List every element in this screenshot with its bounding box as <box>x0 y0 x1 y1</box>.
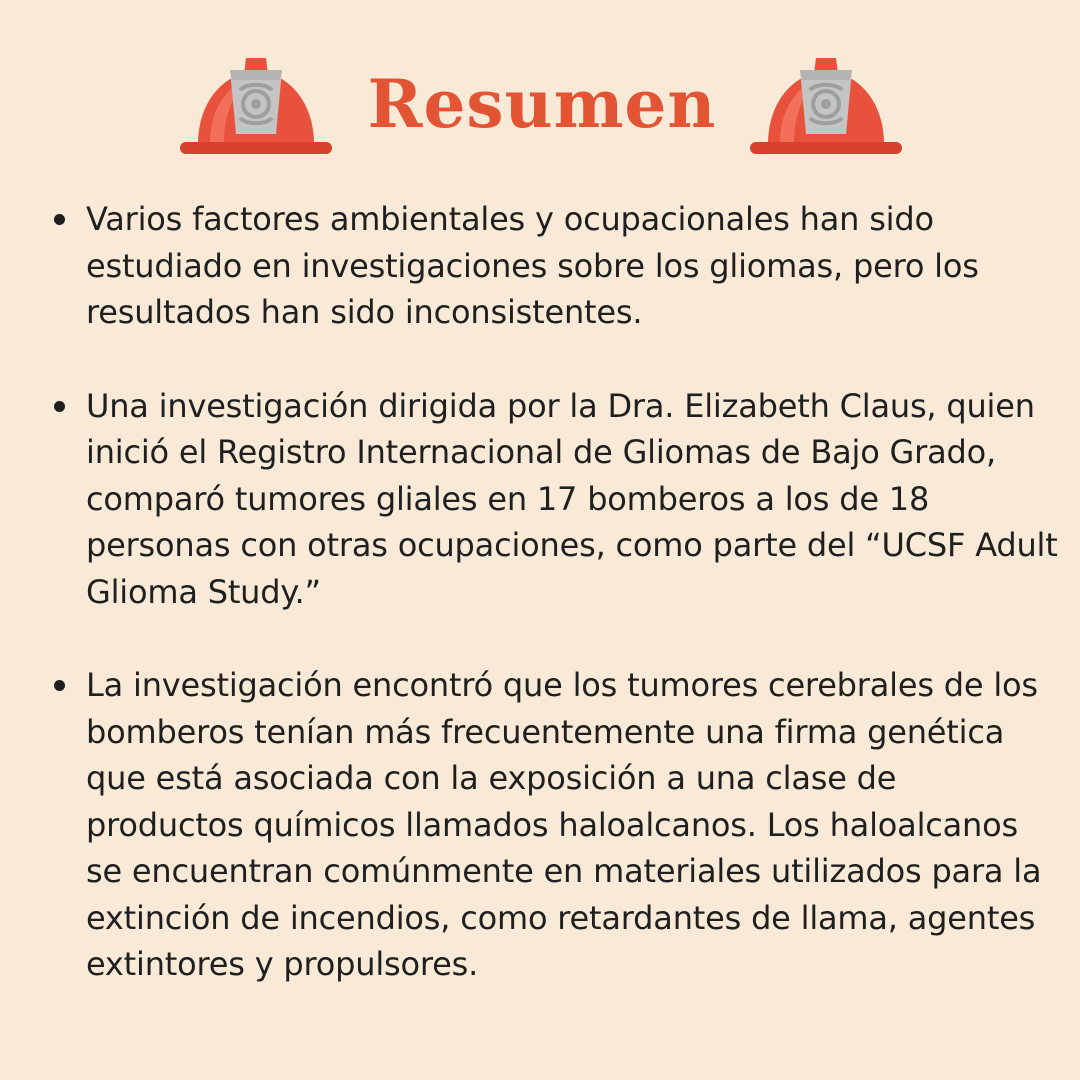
summary-bullet <box>0 662 1080 988</box>
page-title: Resumen <box>367 65 717 143</box>
bullet-text: Una investigación dirigida por la Dra. Elizabeth Claus, quien inició el Registro Internacional de Gliomas de Bajo Grado, comparó tumores gliales en 17 bomberos a los de 18 personas con otras ocupaciones, como parte del “UCSF Adult Glioma Study.” <box>86 386 1058 611</box>
firefighter-helmet-icon <box>180 50 332 160</box>
bullet-text: Varios factores ambientales y ocupacionales han sido estudiado en investigaciones sobre los gliomas, pero los resultados han sido inconsistentes. <box>86 200 979 331</box>
bullet-dot-icon <box>54 401 65 412</box>
bullet-dot-icon <box>54 680 65 691</box>
summary-bullet-list <box>0 196 1080 1035</box>
summary-bullet <box>0 196 1080 336</box>
bullet-dot-icon <box>54 214 65 225</box>
bullet-text: La investigación encontró que los tumores cerebrales de los bomberos tenían más frecuentemente una firma genética que está asociada con la exposición a una clase de productos químicos llamados haloalcanos. Los haloalcanos se encuentran comúnmente en materiales utilizados para la extinción de incendios, como retardantes de llama, agentes extintores y propulsores. <box>86 666 1042 983</box>
summary-bullet <box>0 383 1080 616</box>
header <box>0 44 1080 164</box>
firefighter-helmet-icon <box>750 50 902 160</box>
